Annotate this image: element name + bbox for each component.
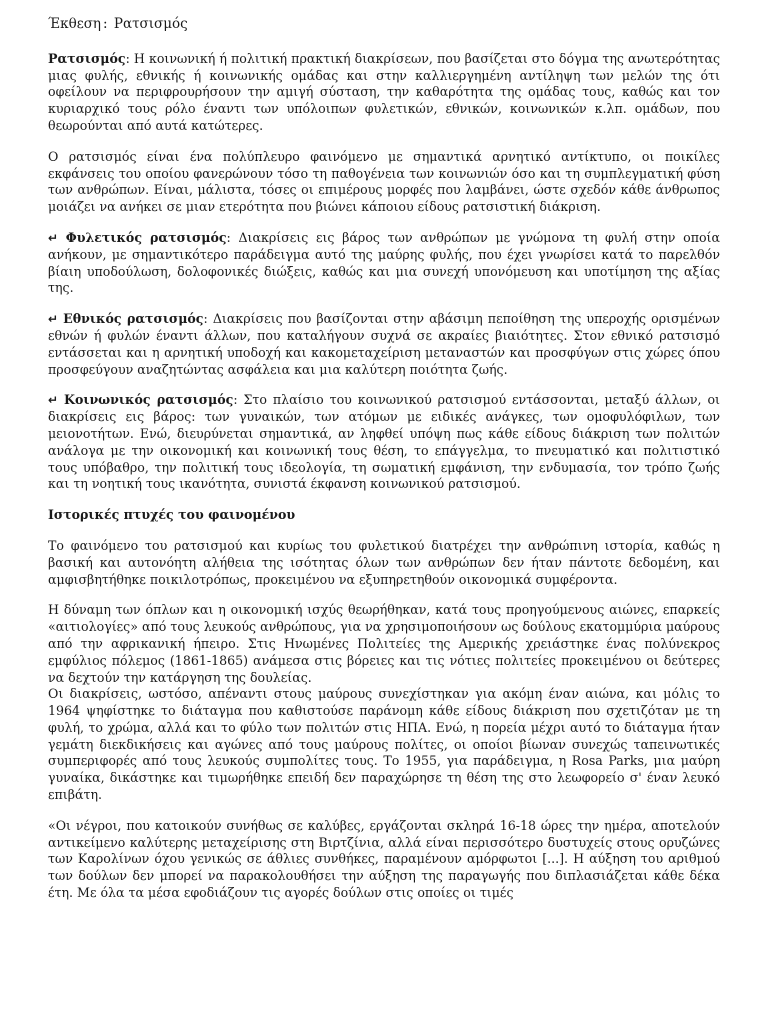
- type-text-social: : Στο πλαίσιο του κοινωνικού ρατσισμού εντάσσονται, μεταξύ άλλων, οι διακρίσεις εις βάρος: των γυναικών, των ατόμων με ειδικές ανάγκες, των ομοφυλόφιλων, των μειονοτήτων. Ενώ, διευρύνεται σημαντικά, αν ληφθεί υπόψη πως κάθε είδους διάκριση των πολιτών ανάλογα με την οικονομική και κοινωνική τους θέση, το επάγγελμα, το πνευματικό και πολιτιστικό τους υπόβαθρο, την πολιτική τους ιδεολογία, τη σωματική εμφάνιση, την ενδυμασία, τον τρόπο ζωής και τη νοητική τους ικανότητα, συνιστά έκφανση κοινωνικού ρατσισμού.: [48, 392, 720, 492]
- type-term-national: Εθνικός ρατσισμός: [63, 311, 204, 327]
- title-label: Έκθεση: [48, 16, 102, 32]
- section-heading-history: Ιστορικές πτυχές του φαινομένου: [48, 507, 296, 523]
- type-paragraph-racial: [48, 230, 720, 297]
- definition-text: : Η κοινωνική ή πολιτική πρακτική διακρίσεων, που βασίζεται στο δόγμα της ανωτερότητας μιας φυλής, εθνικής ή κοινωνικής ομάδας και στην καλλιεργημένη αντίληψη των μελών της ότι οφείλουν να περιφρουρήσουν την αμιγή σύσταση, την καθαρότητα της ομάδας τους, καθώς και τον κυριαρχικό τους ρόλο έναντι των υπόλοιπων φυλετικών, εθνικών, κοινωνικών κ.λπ. ομάδων, που θεωρούνται από αυτά κατώτερες.: [48, 50, 720, 133]
- type-paragraph-national: [48, 311, 720, 378]
- history-paragraph-3: Οι διακρίσεις, ωστόσο, απέναντι στους μαύρους συνεχίστηκαν για ακόμη έναν αιώνα, και μόλις το 1964 ψηφίστηκε το διάταγμα που καθιστούσε παράνομη κάθε είδους διάκριση που σχετιζόταν με τη φυλή, το χρώμα, αλλά και το φύλο των πολιτών στις ΗΠΑ. Ενώ, η πορεία μέχρι αυτό το διάταγμα ήταν γεμάτη διεκδικήσεις και αγώνες από τους μαύρους πολίτες, οι οποίοι βίωναν συνεχώς ταπεινωτικές συμπεριφορές από τους λευκούς συμπολίτες τους. Το 1955, για παράδειγμα, η Rosa Parks, μια μαύρη γυναίκα, δικάστηκε και τιμωρήθηκε επειδή δεν παραχώρησε τη θέση της στο λεωφορείο σ' έναν λευκό επιβάτη.: [48, 686, 720, 803]
- history-paragraph-1: Το φαινόμενο του ρατσισμού και κυρίως του φυλετικού διατρέχει την ανθρώπινη ιστορία, καθώς η βασική και αυτονόητη αλήθεια της ισότητας όλων των ανθρώπων δεν ήταν πάντοτε δεδομένη, και αμφισβητήθηκε ποικιλοτρόπως, προκειμένου να εξυπηρετηθούν οικονομικά συμφέροντα.: [48, 537, 720, 587]
- history-paragraph-2: Η δύναμη των όπλων και η οικονομική ισχύς θεωρήθηκαν, κατά τους προηγούμενους αιώνες, επαρκείς «αιτιολογίες» από τους λευκούς ανθρώπους, για να χρησιμοποιήσουν ως δούλους εκατομμύρια μαύρους από την αφρικανική ήπειρο. Στις Ηνωμένες Πολιτείες της Αμερικής χρειάστηκε ένας πολύνεκρος εμφύλιος πόλεμος (1861-1865) ανάμεσα στις βόρειες και τις νότιες πολιτείες προκειμένου οι δεύτερες να δεχτούν την κατάργηση της δουλείας.: [48, 602, 720, 685]
- definition-term: Ρατσισμός: [48, 50, 126, 66]
- type-text-racial: : Διακρίσεις εις βάρος των ανθρώπων με γνώμονα τη φυλή στην οποία ανήκουν, με σημαντικότερο παράδειγμα αυτό της μαύρης φυλής, που έχει γνωρίσει κατά το παρελθόν βίαιη υποδούλωση, δολοφονικές διώξεις, καθώς και μια συνεχή υπονόμευση και υποτίμηση της αξίας της.: [48, 229, 720, 296]
- intro-paragraph: Ο ρατσισμός είναι ένα πολύπλευρο φαινόμενο με σημαντικά αρνητικό αντίκτυπο, οι ποικίλες εκφάνσεις του οποίου φανερώνουν τόσο τη παθογένεια των κοινωνιών όσο και τη συμπλεγματική φύση των ανθρώπων. Είναι, μάλιστα, τόσες οι επιμέρους μορφές που λαμβάνει, ώστε σχεδόν κάθε άνθρωπος μοιάζει να ανήκει σε μιαν ετερότητα που βιώνει κάποιου είδους ρατσιστική διάκριση.: [48, 148, 720, 215]
- definition-paragraph: [48, 51, 720, 135]
- return-arrow-icon: ↵: [48, 312, 59, 327]
- title-subject: Ρατσισμός: [113, 16, 188, 32]
- history-quote-paragraph: «Οι νέγροι, που κατοικούν συνήθως σε καλύβες, εργάζονται σκληρά 16-18 ώρες την ημέρα, αποτελούν αντικείμενο καλύτερης μεταχείρισης στη Βιρτζίνια, αλλά είναι περισσότερο δυστυχείς στους ορυζώνες των Καρολίνων όχου γενικώς σε άθλιες συνθήκες, παραμένουν αμόρφωτοι [...]. Η αύξηση του αριθμού των δούλων δεν μπορεί να παρακολουθήσει την αύξηση της παραγωγής που διπλασιάζεται κάθε δέκα έτη. Με όλα τα μέσα εφοδιάζουν τις αγορές δούλων στις οποίες οι τιμές: [48, 817, 720, 901]
- return-arrow-icon: ↵: [48, 393, 59, 408]
- document-title: [48, 16, 720, 33]
- title-separator: :: [103, 16, 108, 32]
- type-term-racial: Φυλετικός ρατσισμός: [65, 229, 227, 245]
- type-term-social: Κοινωνικός ρατσισμός: [64, 392, 234, 408]
- return-arrow-icon: ↵: [48, 230, 59, 245]
- type-paragraph-social: [48, 392, 720, 493]
- type-text-national: : Διακρίσεις που βασίζονται στην αβάσιμη πεποίθηση της υπεροχής ορισμένων εθνών ή φυλών έναντι άλλων, που καταλήγουν συχνά σε ακραίες βιαιότητες. Στον εθνικό ρατσισμό εντάσσεται και η αρνητική υποδοχή και κακομεταχείριση μεταναστών και προσφύγων στις χώρες όπου προσφεύγουν αναζητώντας ασφάλεια και μια καλύτερη ποιότητα ζωής.: [48, 311, 720, 377]
